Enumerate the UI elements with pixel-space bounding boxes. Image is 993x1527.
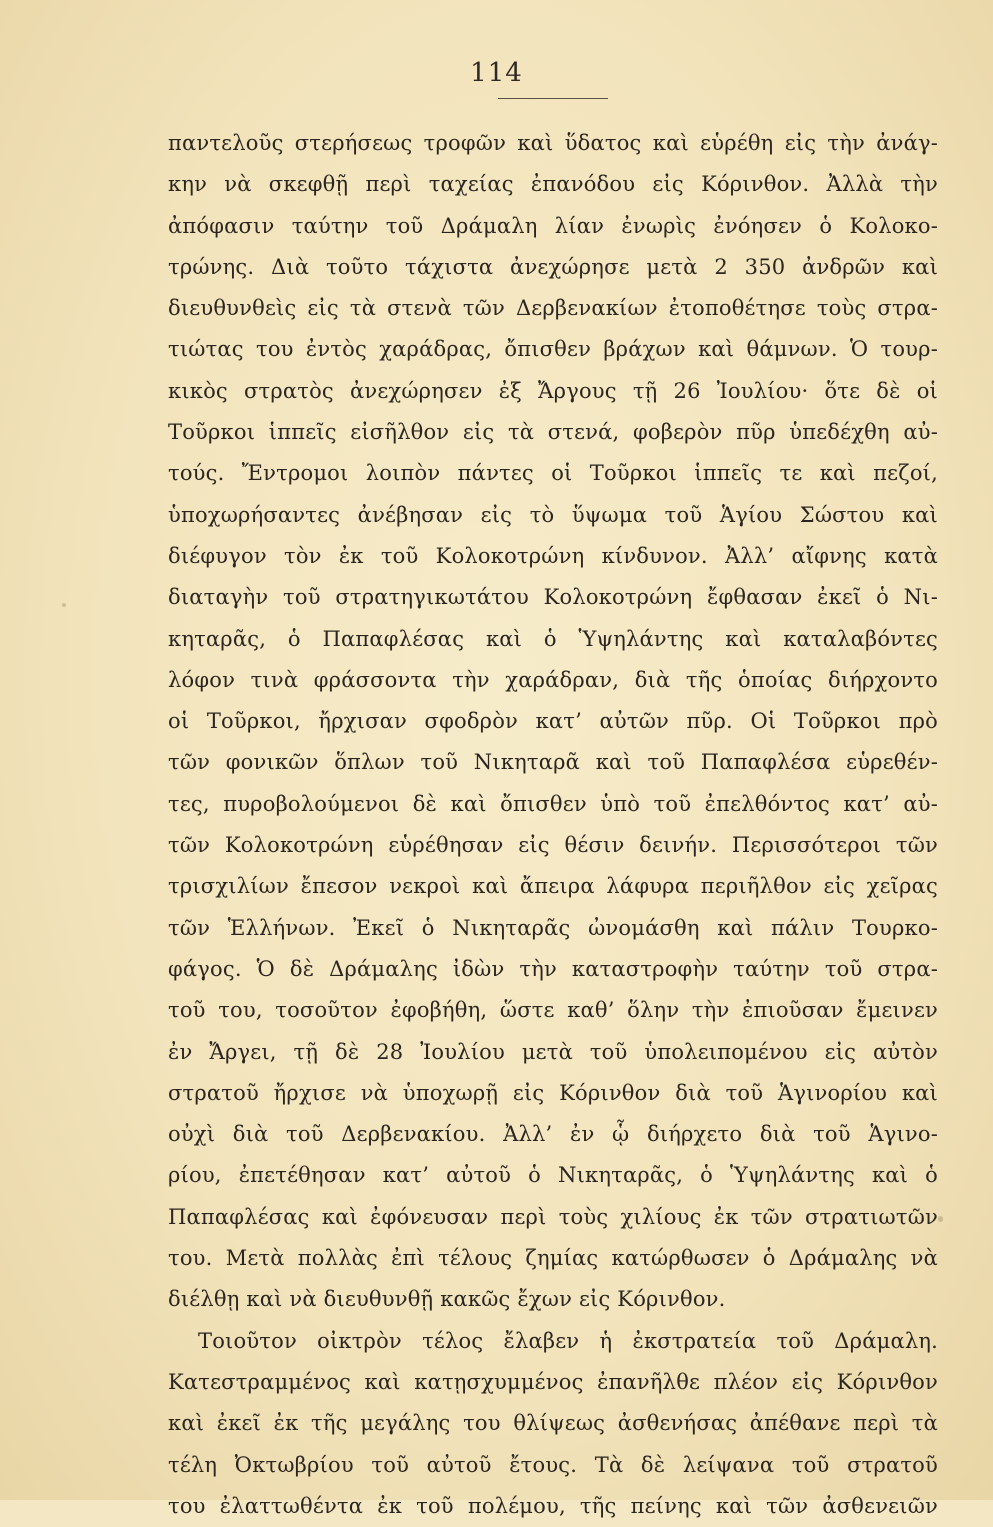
text-line: παντελοῦς στερήσεως τροφῶν καὶ ὕδατος καὶ εὑρέθη εἰς τὴν ἀνάγ- — [168, 131, 938, 155]
text-line: του. Μετὰ πολλὰς ἐπὶ τέλους ζημίας κατώρθωσεν ὁ Δράμαλης νὰ — [168, 1246, 938, 1271]
text-line: διαταγὴν τοῦ στρατηγικωτάτου Κολοκοτρώνη ἔφθασαν ἐκεῖ ὁ Νι- — [168, 585, 938, 610]
paper-speck — [938, 1216, 943, 1222]
text-line: τρώνης. Διὰ τοῦτο τάχιστα ἀνεχώρησε μετὰ 2 350 ἀνδρῶν καὶ — [168, 254, 938, 279]
text-line: καὶ ἐκεῖ ἐκ τῆς μεγάλης του θλίψεως ἀσθενήσας ἀπέθανε περὶ τὰ — [168, 1411, 938, 1436]
text-line: διέφυγον τὸν ἐκ τοῦ Κολοκοτρώνη κίνδυνον. Ἀλλ’ αἴφνης κατὰ — [168, 543, 938, 568]
page-number: 114 — [470, 58, 523, 88]
text-line: διέλθῃ καὶ νὰ διευθυνθῇ κακῶς ἔχων εἰς Κόρινθον. — [168, 1287, 726, 1312]
text-line: ἀπόφασιν ταύτην τοῦ Δράμαλη λίαν ἐνωρὶς ἐνόησεν ὁ Κολοκο- — [168, 213, 938, 238]
text-line: λόφον τινὰ φράσσοντα τὴν χαράδραν, διὰ τῆς ὁποίας διήρχοντο — [168, 667, 938, 692]
text-line: τῶν Κολοκοτρώνη εὑρέθησαν εἰς θέσιν δεινήν. Περισσότεροι τῶν — [168, 833, 938, 858]
body-text — [168, 123, 938, 1527]
text-line: κην νὰ σκεφθῇ περὶ ταχείας ἐπανόδου εἰς Κόρινθον. Ἀλλὰ τὴν — [168, 172, 938, 197]
text-line: ρίου, ἐπετέθησαν κατ’ αὐτοῦ ὁ Νικηταρᾶς, ὁ Ὑψηλάντης καὶ ὁ — [168, 1163, 938, 1188]
text-line: Κατεστραμμένος καὶ κατῃσχυμμένος ἐπανῆλθε πλέον εἰς Κόρινθον — [168, 1369, 938, 1394]
text-line: ἐν Ἄργει, τῇ δὲ 28 Ἰουλίου μετὰ τοῦ ὑπολειπομένου εἰς αὐτὸν — [168, 1039, 938, 1064]
text-line: τες, πυροβολούμενοι δὲ καὶ ὄπισθεν ὑπὸ τοῦ ἐπελθόντος κατ’ αὐ- — [168, 791, 938, 816]
header-rule — [498, 98, 608, 99]
text-line: τέλη Ὀκτωβρίου τοῦ αὐτοῦ ἔτους. Τὰ δὲ λείψανα τοῦ στρατοῦ — [168, 1452, 938, 1477]
text-line: στρατοῦ ἤρχισε νὰ ὑποχωρῇ εἰς Κόρινθον διὰ τοῦ Ἁγινορίου καὶ — [168, 1080, 938, 1105]
text-line: φάγος. Ὁ δὲ Δράμαλης ἰδὼν τὴν καταστροφὴν ταύτην τοῦ στρα- — [168, 956, 938, 981]
text-line: του ἐλαττωθέντα ἐκ τοῦ πολέμου, τῆς πείνης καὶ τῶν ἀσθενειῶν — [168, 1493, 938, 1518]
text-line: τῶν Ἑλλήνων. Ἐκεῖ ὁ Νικηταρᾶς ὠνομάσθη καὶ πάλιν Τουρκο- — [168, 915, 938, 940]
text-line: διευθυνθεὶς εἰς τὰ στενὰ τῶν Δερβενακίων ἐτοποθέτησε τοὺς στρα- — [168, 296, 938, 321]
text-line: Παπαφλέσας καὶ ἐφόνευσαν περὶ τοὺς χιλίους ἐκ τῶν στρατιωτῶν — [168, 1204, 938, 1229]
text-line: οὐχὶ διὰ τοῦ Δερβενακίου. Ἀλλ’ ἐν ᾧ διήρχετο διὰ τοῦ Ἁγινο- — [168, 1122, 938, 1147]
text-line: τοῦ του, τοσοῦτον ἐφοβήθη, ὥστε καθ’ ὅλην τὴν ἐπιοῦσαν ἔμεινεν — [168, 998, 938, 1023]
text-line: Τοιοῦτον οἰκτρὸν τέλος ἔλαβεν ἡ ἐκστρατεία τοῦ Δράμαλη. — [198, 1328, 938, 1353]
text-line: κικὸς στρατὸς ἀνεχώρησεν ἐξ Ἄργους τῇ 26 Ἰουλίου· ὅτε δὲ οἱ — [168, 378, 938, 403]
paper-speck — [62, 603, 66, 607]
text-line: κηταρᾶς, ὁ Παπαφλέσας καὶ ὁ Ὑψηλάντης καὶ καταλαβόντες — [168, 626, 938, 651]
text-line: τιώτας του ἐντὸς χαράδρας, ὄπισθεν βράχων καὶ θάμνων. Ὁ τουρ- — [168, 337, 938, 362]
text-line: Τοῦρκοι ἱππεῖς εἰσῆλθον εἰς τὰ στενά, φοβερὸν πῦρ ὑπεδέχθη αὐ- — [168, 420, 938, 445]
text-line: οἱ Τοῦρκοι, ἤρχισαν σφοδρὸν κατ’ αὐτῶν πῦρ. Οἱ Τοῦρκοι πρὸ — [168, 709, 938, 734]
text-line: τρισχιλίων ἔπεσον νεκροὶ καὶ ἄπειρα λάφυρα περιῆλθον εἰς χεῖρας — [168, 874, 938, 899]
text-line: τούς. Ἔντρομοι λοιπὸν πάντες οἱ Τοῦρκοι ἱππεῖς τε καὶ πεζοί, — [168, 461, 938, 486]
text-line: τῶν φονικῶν ὅπλων τοῦ Νικηταρᾶ καὶ τοῦ Παπαφλέσα εὑρεθέν- — [168, 750, 938, 775]
text-line: ὑποχωρήσαντες ἀνέβησαν εἰς τὸ ὕψωμα τοῦ Ἁγίου Σώστου καὶ — [168, 502, 938, 527]
